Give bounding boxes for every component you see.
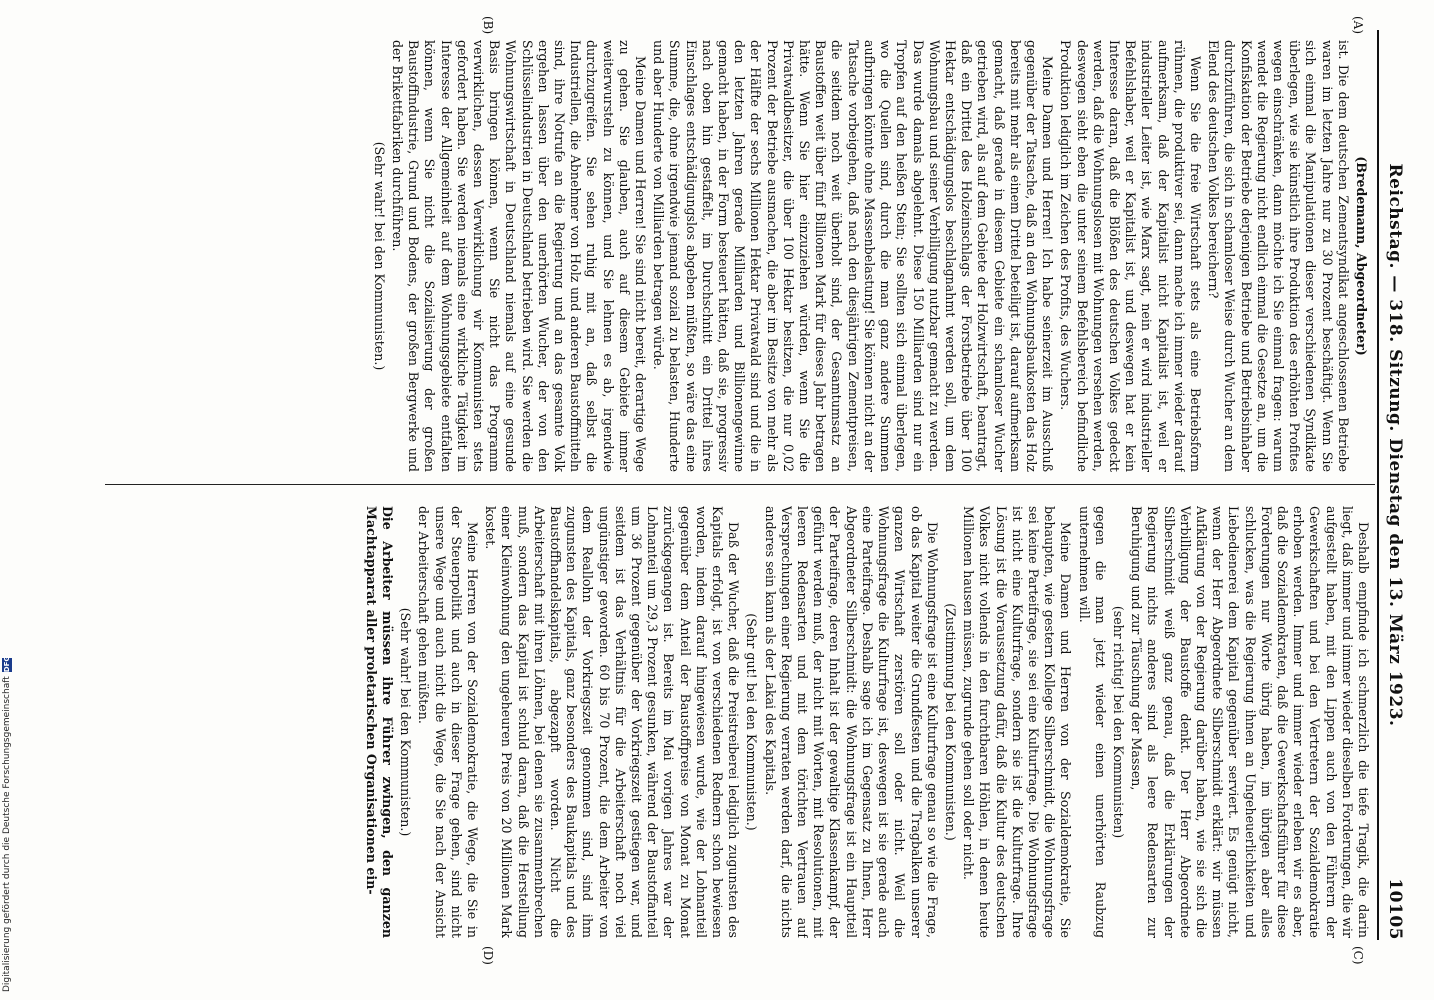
- interjection: (Sehr wahr! bei den Kommunisten.): [371, 141, 387, 371]
- paragraph: Meine Herren von der Sozialdemokratie, die Wege, die Sie in der Steuerpolitik und auch in dieser Frage gehen, sind nicht unsere Wege und auch nicht die Wege, die Sie nach der Ansicht der Arbeiterschaft gehen müßten.: [416, 506, 481, 938]
- paragraph: Meine Damen und Herren von der Sozialdemokratie, Sie behaupten, wie gestern Kollege Silberschmidt, die Wohnungsfrage sei keine Parteifrage, sie sei eine Kulturfrage. Die Wohnungsfrage ist nicht eine Kulturfrage, sondern sie ist die Kulturfrage. Ihre Lösung ist die Voraussetzung dafür, daß die Kultur des deutschen Volkes nicht vollends in den furchtbaren Höhlen, in denen heute Millionen hausen müssen, zugrunde gehen soll oder nicht.: [961, 506, 1074, 938]
- running-head: [1381, 30, 1409, 940]
- paragraph: Meine Damen und Herren! Ich habe seinerzeit im Ausschuß gegenüber der Tatsache, daß an den Wohnungsbaukosten das Holz bereits mit mehr als einem Drittel beteiligt ist, darauf aufmerksam gemacht, daß gerade in diesem Gebiete ein schamloser Wucher getrieben wird, als auf dem Gebiete der Holzwirtschaft, beantragt, daß ein Drittel des Holzeinschlags der Forstbetriebe über 100 Hektar entschädigungslos beschlagnahmt werden soll, um dem Wohnungsbau und seiner Verbilligung nutzbar gemacht zu werden. Das wurde damals abgelehnt. Diese 150 Milliarden sind nur ein Tropfen auf den heißen Stein; Sie sollten sich einmal überlegen, wo die Quellen sind, durch die man ganz andere Summen aufbringen könnte ohne Massenbelastung! Sie können nicht an der Tatsache vorbeigehen, daß nach den diesjährigen Zementpreisen, die seitdem noch weit überholt sind, der Gesamtumsatz an Baustoffen weit über fünf Billionen Mark für dieses Jahr betragen hätte. Wenn Sie hier einzuziehen würden, wenn Sie die Privatwaldbesitzer, die über 100 Hektar besitzen, die nur 0,02 Prozent der Betriebe ausmachen, die aber im Besitze von mehr als der Hälfte der sechs Millionen Hektar Privatwald sind und die in den letzten Jahren gerade Milliarden und Billionengewinne gemacht haben, in der Form besteuert hätten, daß sie, progressiv nach oben hin gestaffelt, im Durchschnitt ein Drittel ihres Einschlages entschädigungslos abgeben müßten, so wäre das eine Summe, die, ohne irgendwie jemand sozial zu belasten, Hunderte und aber Hunderte von Milliarden betragen würde.: [651, 40, 1056, 472]
- interjection: (Sehr wahr! bei den Kommunisten.): [398, 607, 414, 837]
- paragraph: Daß der Wucher, daß die Preistreiberei lediglich zugunsten des Kapitals erfolgt, ist von verschiedenen Rednern schon bewiesen worden, indem darauf hingewiesen wurde, wie der Lohnanteil gegenüber dem Anteil der Baustoffpreise von Monat zu Monat zurückgegangen ist. Bereits im Mai vorigen Jahres war der Lohnanteil um 29,3 Prozent gesunken, während der Baustoffanteil um 36 Prozent gegenüber der Vorkriegszeit gestiegen war, und seitdem ist das Verhältnis für die Arbeiterschaft noch viel ungünstiger geworden. 60 bis 70 Prozent, die dem Arbeiter von dem Reallohn der Vorkriegszeit genommen sind, sind ihm zugunsten des Kapitals, ganz besonders des Baukapitals und des Baustoffhandelskapitals, abgezapft worden. Nicht die Arbeiterschaft mit ihren Löhnen, bei denen sie zusammenbrechen muß, sondern das Kapital ist schuld daran, daß die Herstellung einer Kleinwohnung den ungeheuren Preis von 20 Millionen Mark kostet.: [483, 506, 742, 938]
- paragraph: ist. Die dem deutschen Zementsyndikat angeschlossenen Betriebe waren im letzten Jahre nur zu 30 Prozent beschäftigt. Wenn Sie sich einmal die Manipulationen dieser verschiedenen Syndikate überlegen, wie sie künstlich ihre Produktion des erhöhten Profites wegen einschränken, dann möchte ich Sie einmal fragen: warum wendet die Regierung nicht endlich einmal die Gesetze an, um die Konfiskation der Betriebe derjenigen Betriebe und Betriebsinhaber durchzuführen, die sich in schamloser Weise durch Wucher an dem Elend des deutschen Volkes bereichern?: [1206, 40, 1351, 472]
- rotated-page-content: [85, 10, 1415, 965]
- interjection: (sehr richtig! bei den Kommunisten): [1110, 605, 1126, 839]
- running-head-title: Reichstag. — 318. Sitzung. Dienstag den 13. März 1923.: [1385, 163, 1405, 727]
- dfg-logo-icon: DFG: [3, 655, 11, 673]
- paragraph: Wenn Sie die freie Wirtschaft stets als eine Betriebsform rühmen, die produktiver sei, dann mache ich immer wieder darauf aufmerksam, daß der Kapitalist nicht Kapitalist ist, weil er industrieller Leiter ist, wie Marx sagt, nein er wird industrieller Befehlshaber, weil er Kapitalist ist, und deswegen hat er kein Interesse daran, daß die Blößen des deutschen Volkes gedeckt werden, daß die Wohnungslosen mit Wohnungen versehen werden, deswegen sieht eben die unter seinem Befehlsbereich befindliche Produktion lediglich im Zeichen des Profits, des Wuchers.: [1058, 40, 1203, 472]
- paragraph: Deshalb empfinde ich schmerzlich die tiefe Tragik, die darin liegt, daß immer und immer wieder dieselben Forderungen, die wir aufgestellt haben, mit den Lippen auch von den Führern der Gewerkschaften und bei den Vertretern der Sozialdemokratie erhoben werden. Immer und immer wieder erleben wir es aber, daß die Sozialdemokraten, daß die Gewerkschaftsführer für diese Forderungen nur Worte übrig haben, im übrigen aber alles schlucken, was die Regierung ihnen an Ungeheuerlichkeiten und Liebedienerei dem Kapital gegenüber serviert. Es genügt nicht, wenn der Herr Abgeordnete Silberschmidt erklärt: wir müssen Aufklärung von der Regierung darüber haben, wie sie sich die Verbilligung der Baustoffe denkt. Der Herr Abgeordnete Silberschmidt weiß ganz genau, daß die Erklärungen der Regierung nichts anderes sind als leere Redensarten zur Beruhigung und zur Täuschung der Massen,: [1129, 506, 1371, 938]
- paragraph: Meine Damen und Herren! Sie sind nicht bereit, derartige Wege zu gehen. Sie glauben, auch auf diesem Gebiete immer weiterwursteln zu können, und Sie lehnen es ab, irgendwie durchzugreifen. Sie sehen ruhig mit an, daß selbst die Industriellen, die Abnehmer von Holz und anderen Baustoffmitteln sind, ihre Notrufe an die Regierung und an das gesamte Volk ergehen lassen über den unerhörten Wucher, der von den Schlüsselindustrien in Deutschland betrieben wird. Sie werden die Wohnungswirtschaft in Deutschland niemals auf eine gesunde Basis bringen können, wenn Sie nicht das Programm verwirklichen, dessen Verwirklichung wir Kommunisten stets gefordert haben. Sie werden niemals eine wirkliche Tätigkeit im Interesse der Allgemeinheit auf dem Wohnungsgebiete entfalten können, wenn Sie nicht die Sozialisierung der großen Baustoffindustrie, Grund und Bodens, der großen Bergwerke und der Brikettfabriken durchführen.: [390, 40, 649, 472]
- margin-letter-a: (A): [1351, 16, 1365, 35]
- interjection: (Sehr gut! bei den Kommunisten.): [744, 613, 760, 831]
- paragraph: Die Arbeiter müssen ihre Führer zwingen, den ganzen Machtapparat aller proletarischen Organisationen ein-: [363, 506, 396, 938]
- interjection: (Zustimmung bei den Kommunisten.): [942, 603, 958, 841]
- margin-letter-d: (D): [481, 946, 495, 965]
- margin-letter-c: (C): [1351, 946, 1365, 965]
- paragraph: gegen die man jetzt wieder einen unerhörten Raubzug unternehmen will.: [1076, 506, 1108, 938]
- paragraph: Die Wohnungsfrage ist eine Kulturfrage genau so wie die Frage, ob das Kapital weiter die Grundfesten und die Tragbalken unserer ganzen Wirtschaft zerstören soll oder nicht. Weil die Wohnungsfrage die Kulturfrage ist, deswegen ist sie gerade auch eine Parteifrage. Deshalb sage ich im Gegensatz zu Ihnen, Herr Abgeordneter Silberschmidt: die Wohnungsfrage ist ein Hauptteil der Parteifrage, deren Inhalt ist der gewaltige Klassenkampf, der geführt werden muß, der nicht mit Worten, mit Resolutionen, mit leeren Redensarten und mit dem törichten Vertrauen auf Versprechungen einer Regierung verraten werden darf, die nichts anderes sein kann als der Lakai des Kapitals.: [762, 506, 940, 938]
- digitization-note: [2, 655, 12, 992]
- column-rule: [105, 484, 1375, 485]
- digitization-note-text: Digitalisierung gefördert durch die Deutsche Forschungsgemeinschaft: [2, 676, 12, 992]
- right-column: [101, 506, 1371, 938]
- header-rule: [1377, 30, 1379, 940]
- left-column: [101, 40, 1371, 472]
- margin-letter-b: (B): [481, 16, 495, 35]
- page-number: 10105: [1385, 878, 1405, 940]
- speaker-line: (Bredemann, Abgeordneter): [1354, 156, 1369, 356]
